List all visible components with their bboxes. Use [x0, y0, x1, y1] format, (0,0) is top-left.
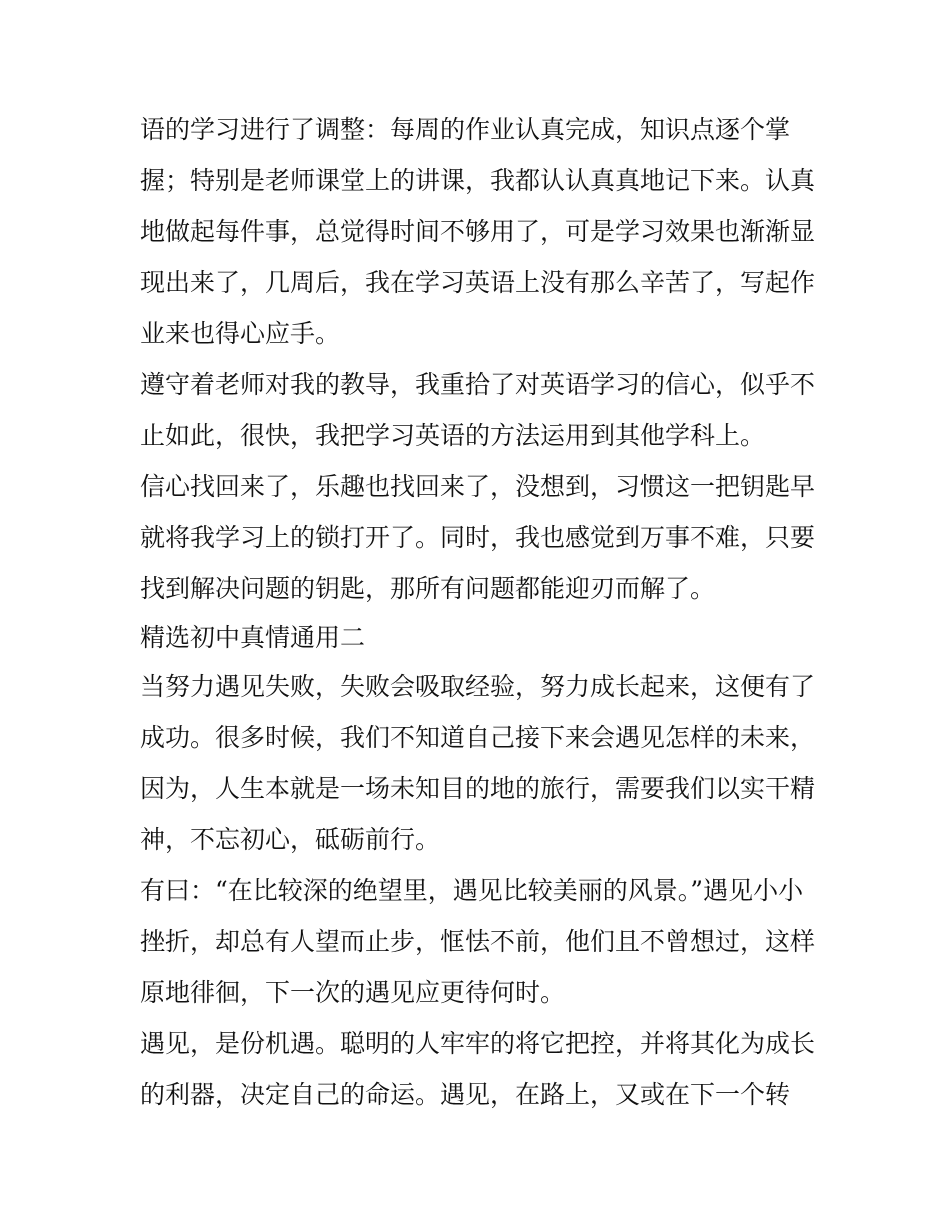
text-line: 地做起每件事，总觉得时间不够用了，可是学习效果也渐渐显	[140, 217, 816, 246]
text-line: 语的学习进行了调整：每周的作业认真完成，知识点逐个掌	[140, 115, 791, 144]
document-body	[140, 104, 815, 1120]
text-line: 原地徘徊，下一次的遇见应更待何时。	[140, 978, 566, 1007]
text-line: 因为，人生本就是一场未知目的地的旅行，需要我们以实干精	[140, 774, 816, 803]
text-line: 挫折，却总有人望而止步，恇怯不前，他们且不曾想过，这样	[140, 927, 816, 956]
text-line: 业来也得心应手。	[140, 319, 341, 348]
text-line: 当努力遇见失败，失败会吸取经验，努力成长起来，这便有了	[140, 672, 816, 701]
text-line: 现出来了，几周后，我在学习英语上没有那么辛苦了，写起作	[140, 268, 816, 297]
text-line: 神，不忘初心，砥砺前行。	[140, 825, 441, 854]
text-line: 的利器，决定自己的命运。遇见，在路上，又或在下一个转	[140, 1080, 791, 1109]
text-line: 握；特别是老师课堂上的讲课，我都认认真真地记下来。认真	[140, 166, 816, 195]
text-line: 成功。很多时候，我们不知道自己接下来会遇见怎样的未来，	[140, 723, 816, 752]
text-line: 有曰：“在比较深的绝望里，遇见比较美丽的风景。”遇见小小	[140, 876, 804, 905]
text-line: 信心找回来了，乐趣也找回来了，没想到，习惯这一把钥匙早	[140, 472, 816, 501]
text-line: 就将我学习上的锁打开了。同时，我也感觉到万事不难，只要	[140, 523, 816, 552]
text-line: 遇见，是份机遇。聪明的人牢牢的将它把控，并将其化为成长	[140, 1029, 816, 1058]
text-line: 止如此，很快，我把学习英语的方法运用到其他学科上。	[140, 421, 766, 450]
text-line: 遵守着老师对我的教导，我重拾了对英语学习的信心，似乎不	[140, 370, 816, 399]
section-heading: 精选初中真情通用二	[140, 623, 366, 652]
text-line: 找到解决问题的钥匙，那所有问题都能迎刃而解了。	[140, 574, 716, 603]
